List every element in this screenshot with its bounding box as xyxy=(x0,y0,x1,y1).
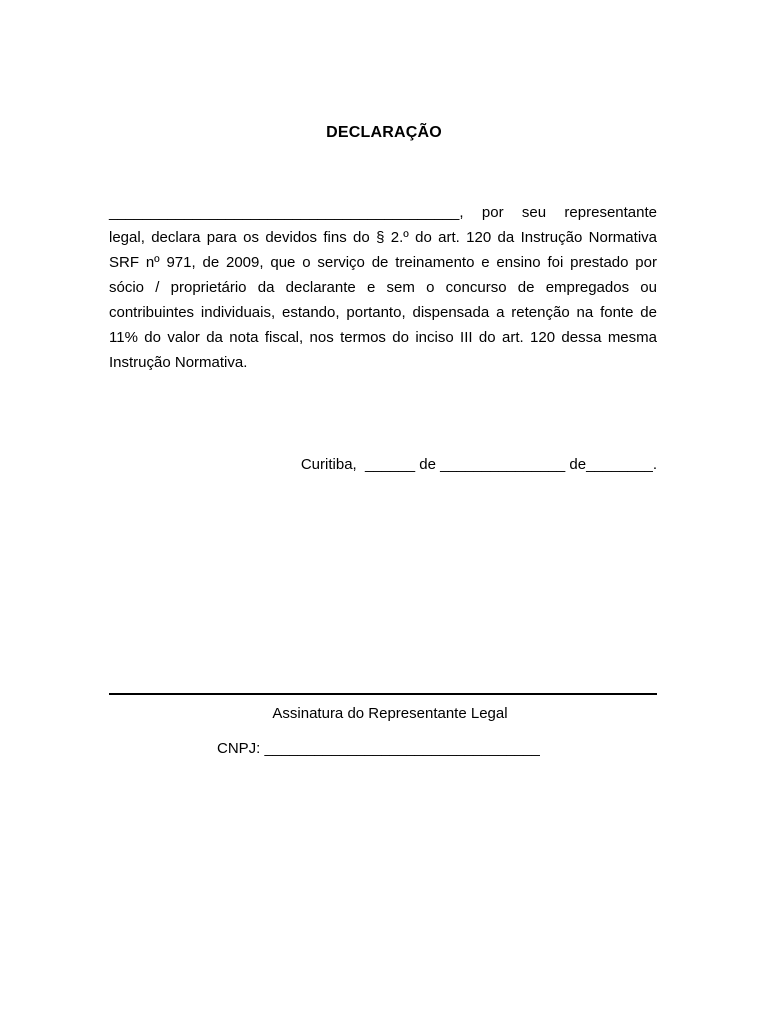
signature-label: Assinatura do Representante Legal xyxy=(272,705,508,722)
body-line: sócio / proprietário da declarante e sem o concurso de empregados ou xyxy=(109,279,657,296)
body-line: contribuintes individuais, estando, portanto, dispensada a retenção na fonte de xyxy=(109,304,657,321)
body-line: Instrução Normativa. xyxy=(109,354,248,371)
place-date-line: Curitiba, ______ de _______________ de________. xyxy=(300,456,657,473)
document-title: DECLARAÇÃO xyxy=(326,124,442,141)
cnpj-field: CNPJ: _________________________________ xyxy=(217,740,540,757)
body-line: __________________________________________, por seu representante xyxy=(109,204,657,221)
body-line: legal, declara para os devidos fins do § 2.º do art. 120 da Instrução Normativa xyxy=(109,229,657,246)
signature-line xyxy=(109,693,657,695)
body-line: SRF nº 971, de 2009, que o serviço de treinamento e ensino foi prestado por xyxy=(109,254,657,271)
declaration-body xyxy=(109,200,657,375)
body-line: 11% do valor da nota fiscal, nos termos do inciso III do art. 120 dessa mesma xyxy=(109,329,657,346)
